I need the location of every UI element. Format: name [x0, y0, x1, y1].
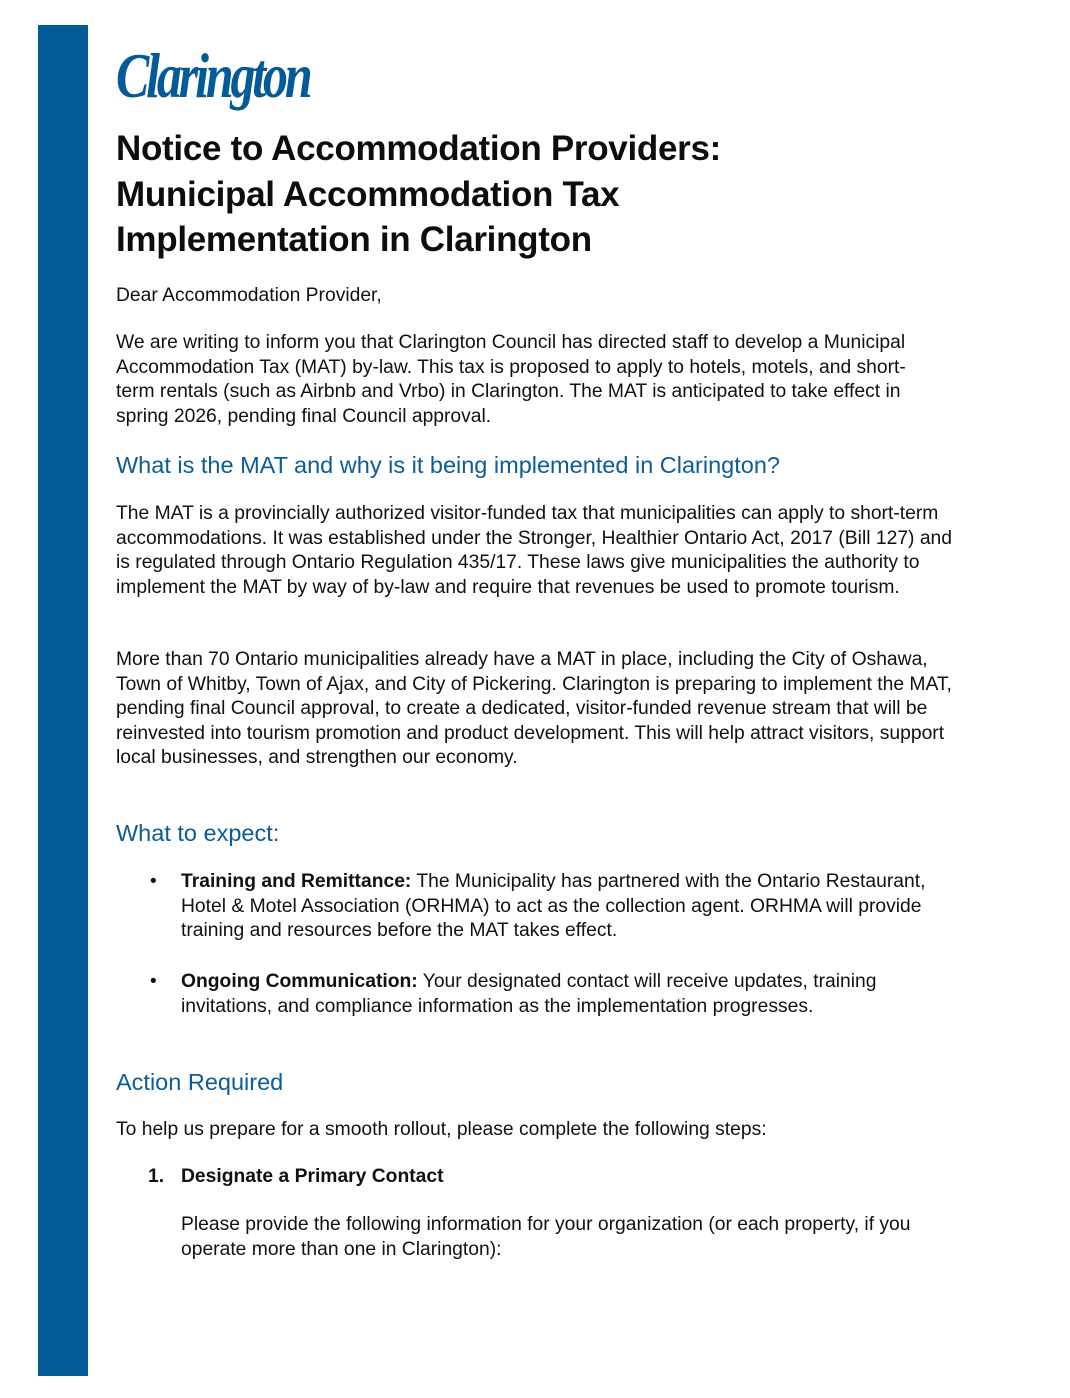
what-is-paragraph-1: The MAT is a provincially authorized visitor-funded tax that municipalities can apply to short-term accommodations. It was established under the Stronger, Healthier Ontario Act, 2017 (Bill 127) and is regulated through Ontario Regulation 435/17. These laws give municipalities the authority to implement the MAT by way of by-law and require that revenues be used to promote tourism.: [116, 503, 952, 598]
clarington-logo: Clarington: [116, 40, 310, 111]
bullet-icon: •: [150, 871, 157, 892]
greeting: Dear Accommodation Provider,: [116, 285, 382, 306]
bullet-label: Ongoing Communication:: [181, 971, 418, 992]
bullet-description: The Municipality has partnered with the Ontario Restaurant, Hotel & Motel Association (ORHMA) to act as the collection agent. ORHMA will provide training and resources before the MAT takes effect.: [181, 871, 926, 942]
bullet-description: Your designated contact will receive updates, training invitations, and compliance information as the implementation progresses.: [181, 971, 877, 1017]
bullet-text: [181, 970, 901, 1019]
bullet-label: Training and Remittance:: [181, 871, 412, 892]
title-line: Implementation in Clarington: [116, 220, 592, 259]
section-heading-what-is: What is the MAT and why is it being implemented in Clarington?: [116, 452, 780, 478]
section-heading-expect: What to expect:: [116, 820, 280, 846]
page-title: [116, 126, 721, 263]
section-heading-action: Action Required: [116, 1069, 284, 1095]
action-intro: To help us prepare for a smooth rollout, please complete the following steps:: [116, 1119, 767, 1140]
sidebar-accent-bar: [38, 25, 88, 1376]
bullet-text: [181, 870, 941, 944]
intro-paragraph: We are writing to inform you that Clarington Council has directed staff to develop a Municipal Accommodation Tax (MAT) by-law. This tax is proposed to apply to hotels, motels, and short-term rentals (such as Airbnb and Vrbo) in Clarington. The MAT is anticipated to take effect in spring 2026, pending final Council approval.: [116, 332, 906, 427]
step-number: 1.: [148, 1166, 165, 1187]
title-line: Notice to Accommodation Providers:: [116, 129, 721, 168]
step-body: Please provide the following information for your organization (or each property, if you operate more than one in Clarington):: [181, 1214, 911, 1260]
bullet-icon: •: [150, 971, 157, 992]
title-line: Municipal Accommodation Tax: [116, 174, 620, 214]
what-is-paragraph-2: More than 70 Ontario municipalities already have a MAT in place, including the City of Oshawa, Town of Whitby, Town of Ajax, and City of Pickering. Clarington is preparing to implement the MAT, pending final Council approval, to create a dedicated, visitor-funded revenue stream that will be reinvested into tourism promotion and product development. This will help attract visitors, support local businesses, and strengthen our economy.: [116, 649, 952, 769]
step-title: Designate a Primary Contact: [181, 1166, 444, 1187]
